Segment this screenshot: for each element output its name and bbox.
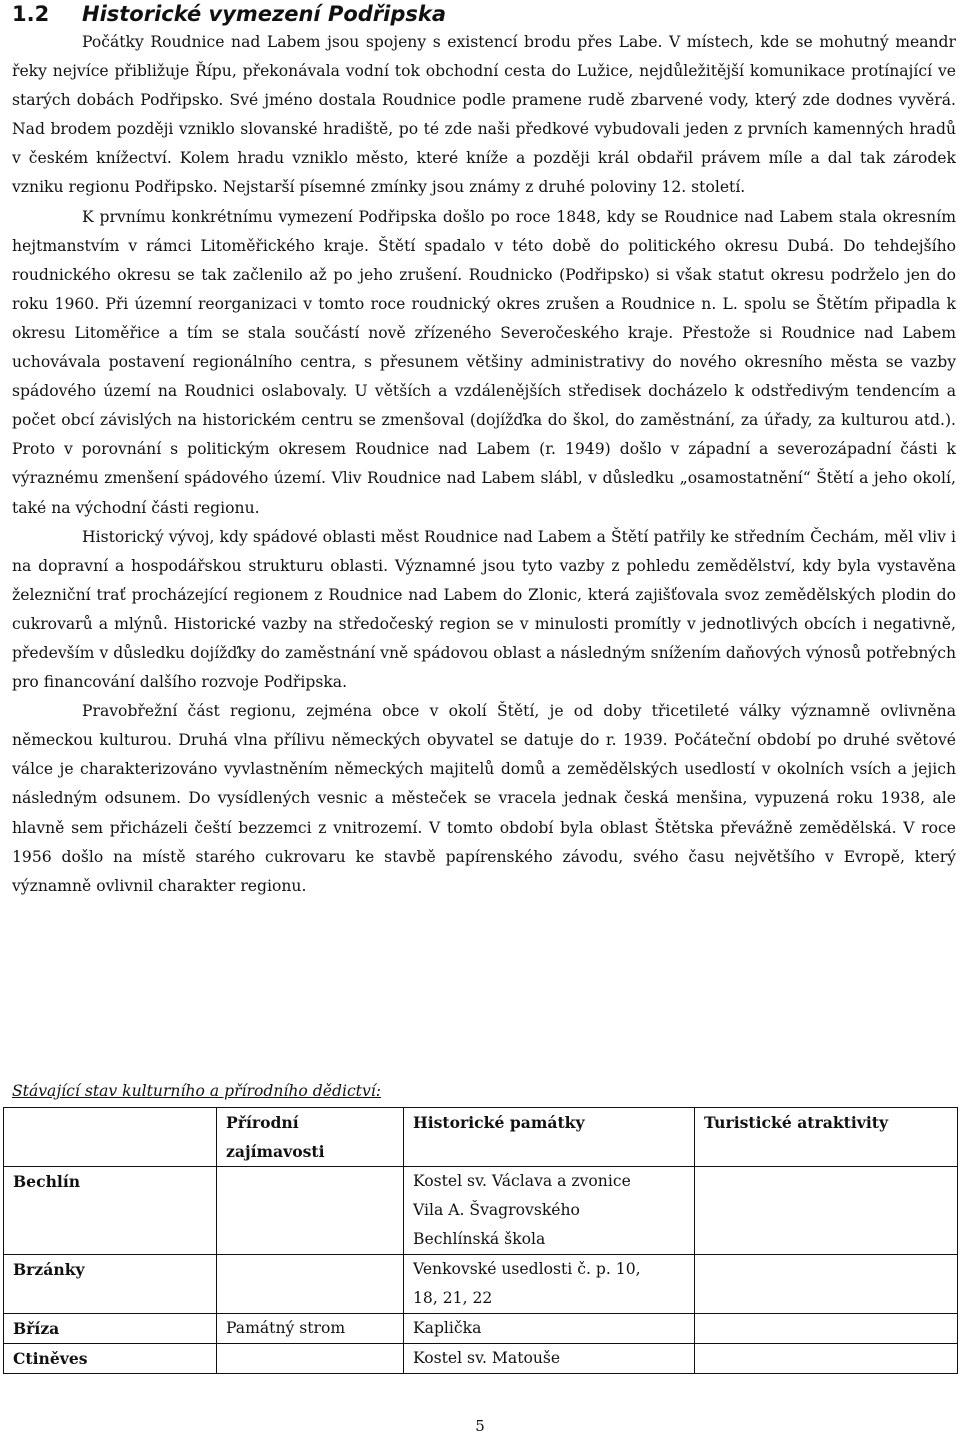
historic-cell [404,1344,695,1374]
natural-cell [217,1344,404,1374]
tourist-cell [695,1344,958,1374]
section-title: Historické vymezení Podřipska [82,2,447,26]
historic-cell [404,1255,695,1314]
paragraph: K prvnímu konkrétnímu vymezení Podřipska došlo po roce 1848, kdy se Roudnice nad Labem stala okresním hejtmanstvím v rámci Litoměřického kraje. Štětí spadalo v této době do politického okresu Dubá. Do tehdejšího roudnického okresu se tak začlenilo až po jeho zrušení. Roudnicko (Podřipsko) si však statut okresu podrželo jen do roku 1960. Při územní reorganizaci v tomto roce roudnický okres zrušen a Roudnice n. L. spolu se Štětím připadla k okresu Litoměřice a tím se stala součástí nově zřízeného Severočeského kraje. Přestože si Roudnice nad Labem uchovávala postavení regionálního centra, s přesunem většiny administrativy do nového okresního města se vazby spádového území na Roudnici oslabovaly. U větších a vzdálenějších středisek docházelo k odstředivým tendencím a počet obcí závislých na historickém centru se zmenšoval (dojížďka do škol, do zaměstnání, za úřady, za kulturou atd.). Proto v porovnání s politickým okresem Roudnice nad Labem (r. 1949) došlo v západní a severozápadní části k výraznému zmenšení spádového území. Vliv Roudnice nad Labem slábl, v důsledku „osamostatnění“ Štětí a jeho okolí, také na východní části regionu. [12,207,956,517]
place-name: Bříza [4,1314,217,1344]
table-header: Přírodní zajímavosti [217,1108,404,1167]
table-body [4,1167,958,1374]
historic-item: Kostel sv. Matouše [413,1349,561,1367]
place-name: Ctiněves [4,1344,217,1374]
natural-item: Památný strom [226,1319,346,1337]
paragraph: Historický vývoj, kdy spádové oblasti měst Roudnice nad Labem a Štětí patřily ke středním Čechám, měl vliv i na dopravní a hospodářskou strukturu oblasti. Významné jsou tyto vazby z pohledu zemědělství, kdy byla vystavěna železniční trať procházející regionem z Roudnice nad Labem do Zlonic, která zajišťovala svoz zemědělských plodin do cukrovarů a mlýnů. Historické vazby na středočeský region se v minulosti promítly v jednotlivých obcích i negativně, především v důsledku dojížďky do zaměstnání vně spádovou oblast a následným snížením daňových výnosů potřebných pro financování dalšího rozvoje Podřipska. [12,527,956,692]
paragraph: Počátky Roudnice nad Labem jsou spojeny s existencí brodu přes Labe. V místech, kde se mohutný meandr řeky nejvíce přibližuje Řípu, překonávala vodní tok obchodní cesta do Lužice, nejdůležitější komunikace protínající ve starých dobách Podřipsko. Své jméno dostala Roudnice podle pramene rudě zbarvené vody, který zde dodnes vyvěrá. Nad brodem později vzniklo slovanské hradiště, po té zde naši předkové vybudovali jeden z prvních kamenných hradů v českém knížectví. Kolem hradu vzniklo město, které kníže a později král obdařil právem míle a dal tak zárodek vzniku regionu Podřipsko. Nejstarší písemné zmínky jsou známy z druhé poloviny 12. století. [12,33,956,197]
heritage-table [3,1107,958,1374]
paragraph: Pravobřežní část regionu, zejména obce v okolí Štětí, je od doby třicetileté války významně ovlivněna německou kulturou. Druhá vlna přílivu německých obyvatel se datuje do r. 1939. Počáteční období po druhé světové válce je charakterizováno vyvlastněním německých majitelů domů a zemědělských usedlostí v okolních vsích a jejich následným odsunem. Do vysídlených vesnic a městeček se vracela jednak česká menšina, vypuzená roku 1938, ale hlavně sem přicházeli čeští bezzemci z vnitrozemí. V tomto období byla oblast Štětska převážně zemědělská. V roce 1956 došlo na místě starého cukrovaru ke stavbě papírenského závodu, svého času největšího v Evropě, který významně ovlivnil charakter regionu. [12,702,956,895]
historic-item: Kaplička [413,1319,482,1337]
place-name: Brzánky [4,1255,217,1314]
tourist-cell [695,1314,958,1344]
historic-cell [404,1167,695,1255]
natural-cell [217,1255,404,1314]
table-caption: Stávající stav kulturního a přírodního dědictví: [12,1082,381,1100]
section-number: 1.2 [12,2,50,26]
table-row [4,1255,958,1314]
table-row [4,1344,958,1374]
table-header: Turistické atraktivity [695,1108,958,1167]
natural-cell [217,1167,404,1255]
table-header: Historické památky [404,1108,695,1167]
tourist-cell [695,1167,958,1255]
page-number: 5 [475,1417,485,1435]
tourist-cell [695,1255,958,1314]
historic-cell [404,1314,695,1344]
place-name: Bechlín [4,1167,217,1255]
body-text [12,28,956,901]
historic-item: Bechlínská škola [413,1230,546,1248]
table-row [4,1314,958,1344]
table-header-row [4,1108,958,1167]
table-row [4,1167,958,1255]
historic-item: Vila A. Švagrovského [413,1201,580,1219]
section-heading [12,0,446,28]
natural-cell [217,1314,404,1344]
table-header [4,1108,217,1167]
historic-item: Venkovské usedlosti č. p. 10, [413,1260,641,1278]
historic-item: 18, 21, 22 [413,1289,493,1307]
historic-item: Kostel sv. Václava a zvonice [413,1172,631,1190]
